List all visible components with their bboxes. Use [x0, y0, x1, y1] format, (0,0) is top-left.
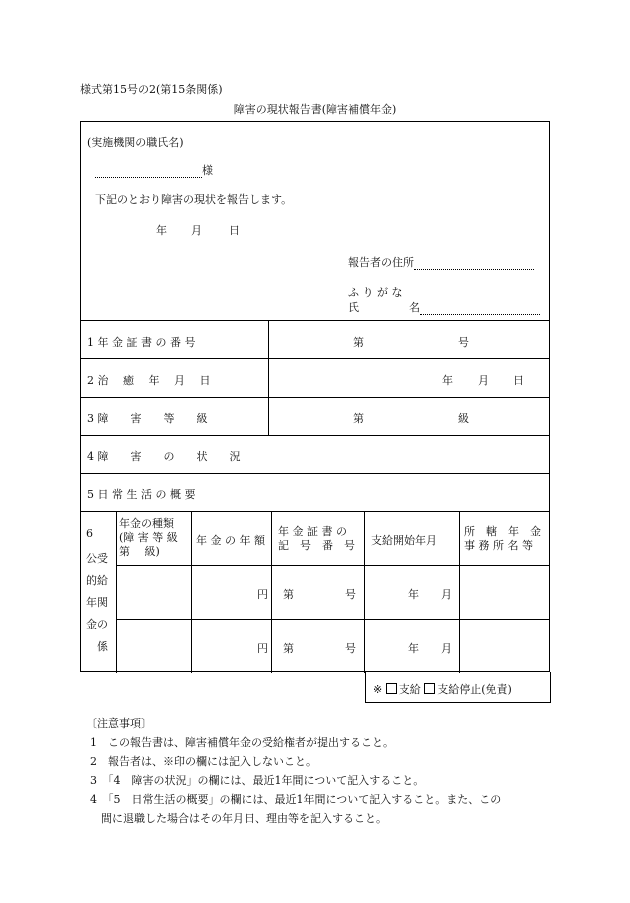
office-use-box [365, 672, 551, 703]
name-label-1: 氏 [348, 301, 359, 314]
option-suspension: 支給停止(免責) [437, 683, 512, 696]
reporter-name[interactable] [348, 299, 540, 315]
row6a-year[interactable]: 年 [408, 588, 419, 601]
report-form [80, 121, 550, 672]
note-item: 2 報告者は、※印の欄には記入しないこと。 [90, 755, 317, 768]
header-pension-office: 所 轄 年 金 事 務 所 名 等 [464, 525, 541, 552]
checkbox-payment[interactable] [386, 683, 397, 694]
row1-label: 1 年 金 証 書 の 番 号 [87, 336, 196, 349]
report-statement: 下記のとおり障害の現状を報告します。 [95, 193, 293, 206]
note-item: 3 「4 障害の状況」の欄には、最近1年間について記入すること。 [90, 774, 425, 787]
row2-month[interactable]: 月 [478, 374, 489, 387]
form-title: 障害の現状報告書(障害補償年金) [233, 103, 397, 116]
row5-label: 5 日 常 生 活 の 概 要 [87, 488, 196, 501]
row6a-month[interactable]: 月 [441, 588, 452, 601]
row6b-dai[interactable]: 第 [283, 642, 294, 655]
row1-dai[interactable]: 第 [353, 336, 364, 349]
section6-number: 6 [86, 527, 93, 540]
row3-label: 3 障 害 等 級 [87, 412, 208, 425]
notes-title: 〔注意事項〕 [86, 717, 152, 730]
note-item: 4 「5 日常生活の概要」の欄には、最近1年間について記入すること。また、この [90, 793, 502, 806]
row6a-go[interactable]: 号 [345, 588, 356, 601]
honorific: 様 [202, 164, 213, 177]
agency-label: (実施機関の職氏名) [87, 136, 184, 149]
section6-side-label-a: 公 的 年 金 [86, 552, 97, 631]
row2-label: 2 治 癒 年 月 日 [87, 374, 211, 387]
name-label-2: 名 [409, 301, 420, 314]
row4-label: 4 障 害 の 状 況 [87, 450, 241, 463]
reporter-address[interactable] [348, 254, 534, 270]
row6b-go[interactable]: 号 [345, 642, 356, 655]
furigana-label: ふ り が な [348, 286, 403, 299]
row6a-dai[interactable]: 第 [283, 588, 294, 601]
note-item: 間に退職した場合はその年月日、理由等を記入すること。 [90, 812, 387, 825]
row6b-year[interactable]: 年 [408, 642, 419, 655]
row6b-yen[interactable]: 円 [257, 642, 268, 655]
office-use-mark: ※ [373, 683, 383, 696]
date-month[interactable]: 月 [191, 224, 202, 237]
option-payment: 支給 [398, 683, 421, 696]
section6-side-label-b: 受 給 関 の 係 [97, 552, 108, 653]
date-day[interactable]: 日 [229, 224, 240, 237]
office-use-line [373, 681, 512, 697]
addressee-line[interactable] [95, 162, 213, 178]
row3-kyu[interactable]: 級 [458, 412, 469, 425]
header-pension-amount: 年 金 の 年 額 [196, 534, 265, 547]
row2-year[interactable]: 年 [442, 374, 453, 387]
notes-section [86, 714, 502, 828]
header-pension-kind: 年金の種類 (障 害 等 級 第 級) [119, 517, 178, 558]
header-start-date: 支給開始年月 [371, 534, 437, 547]
date-year[interactable]: 年 [156, 224, 167, 237]
address-label: 報告者の住所 [348, 256, 414, 269]
row1-go[interactable]: 号 [458, 336, 469, 349]
note-item: 1 この報告書は、障害補償年金の受給権者が提出すること。 [90, 736, 394, 749]
row2-day[interactable]: 日 [513, 374, 524, 387]
row6a-yen[interactable]: 円 [257, 588, 268, 601]
checkbox-suspension[interactable] [424, 683, 435, 694]
row3-dai[interactable]: 第 [353, 412, 364, 425]
header-certificate-number: 年 金 証 書 の 記 号 番 号 [278, 525, 355, 552]
form-number: 様式第15号の2(第15条関係) [80, 83, 223, 96]
row6b-month[interactable]: 月 [441, 642, 452, 655]
